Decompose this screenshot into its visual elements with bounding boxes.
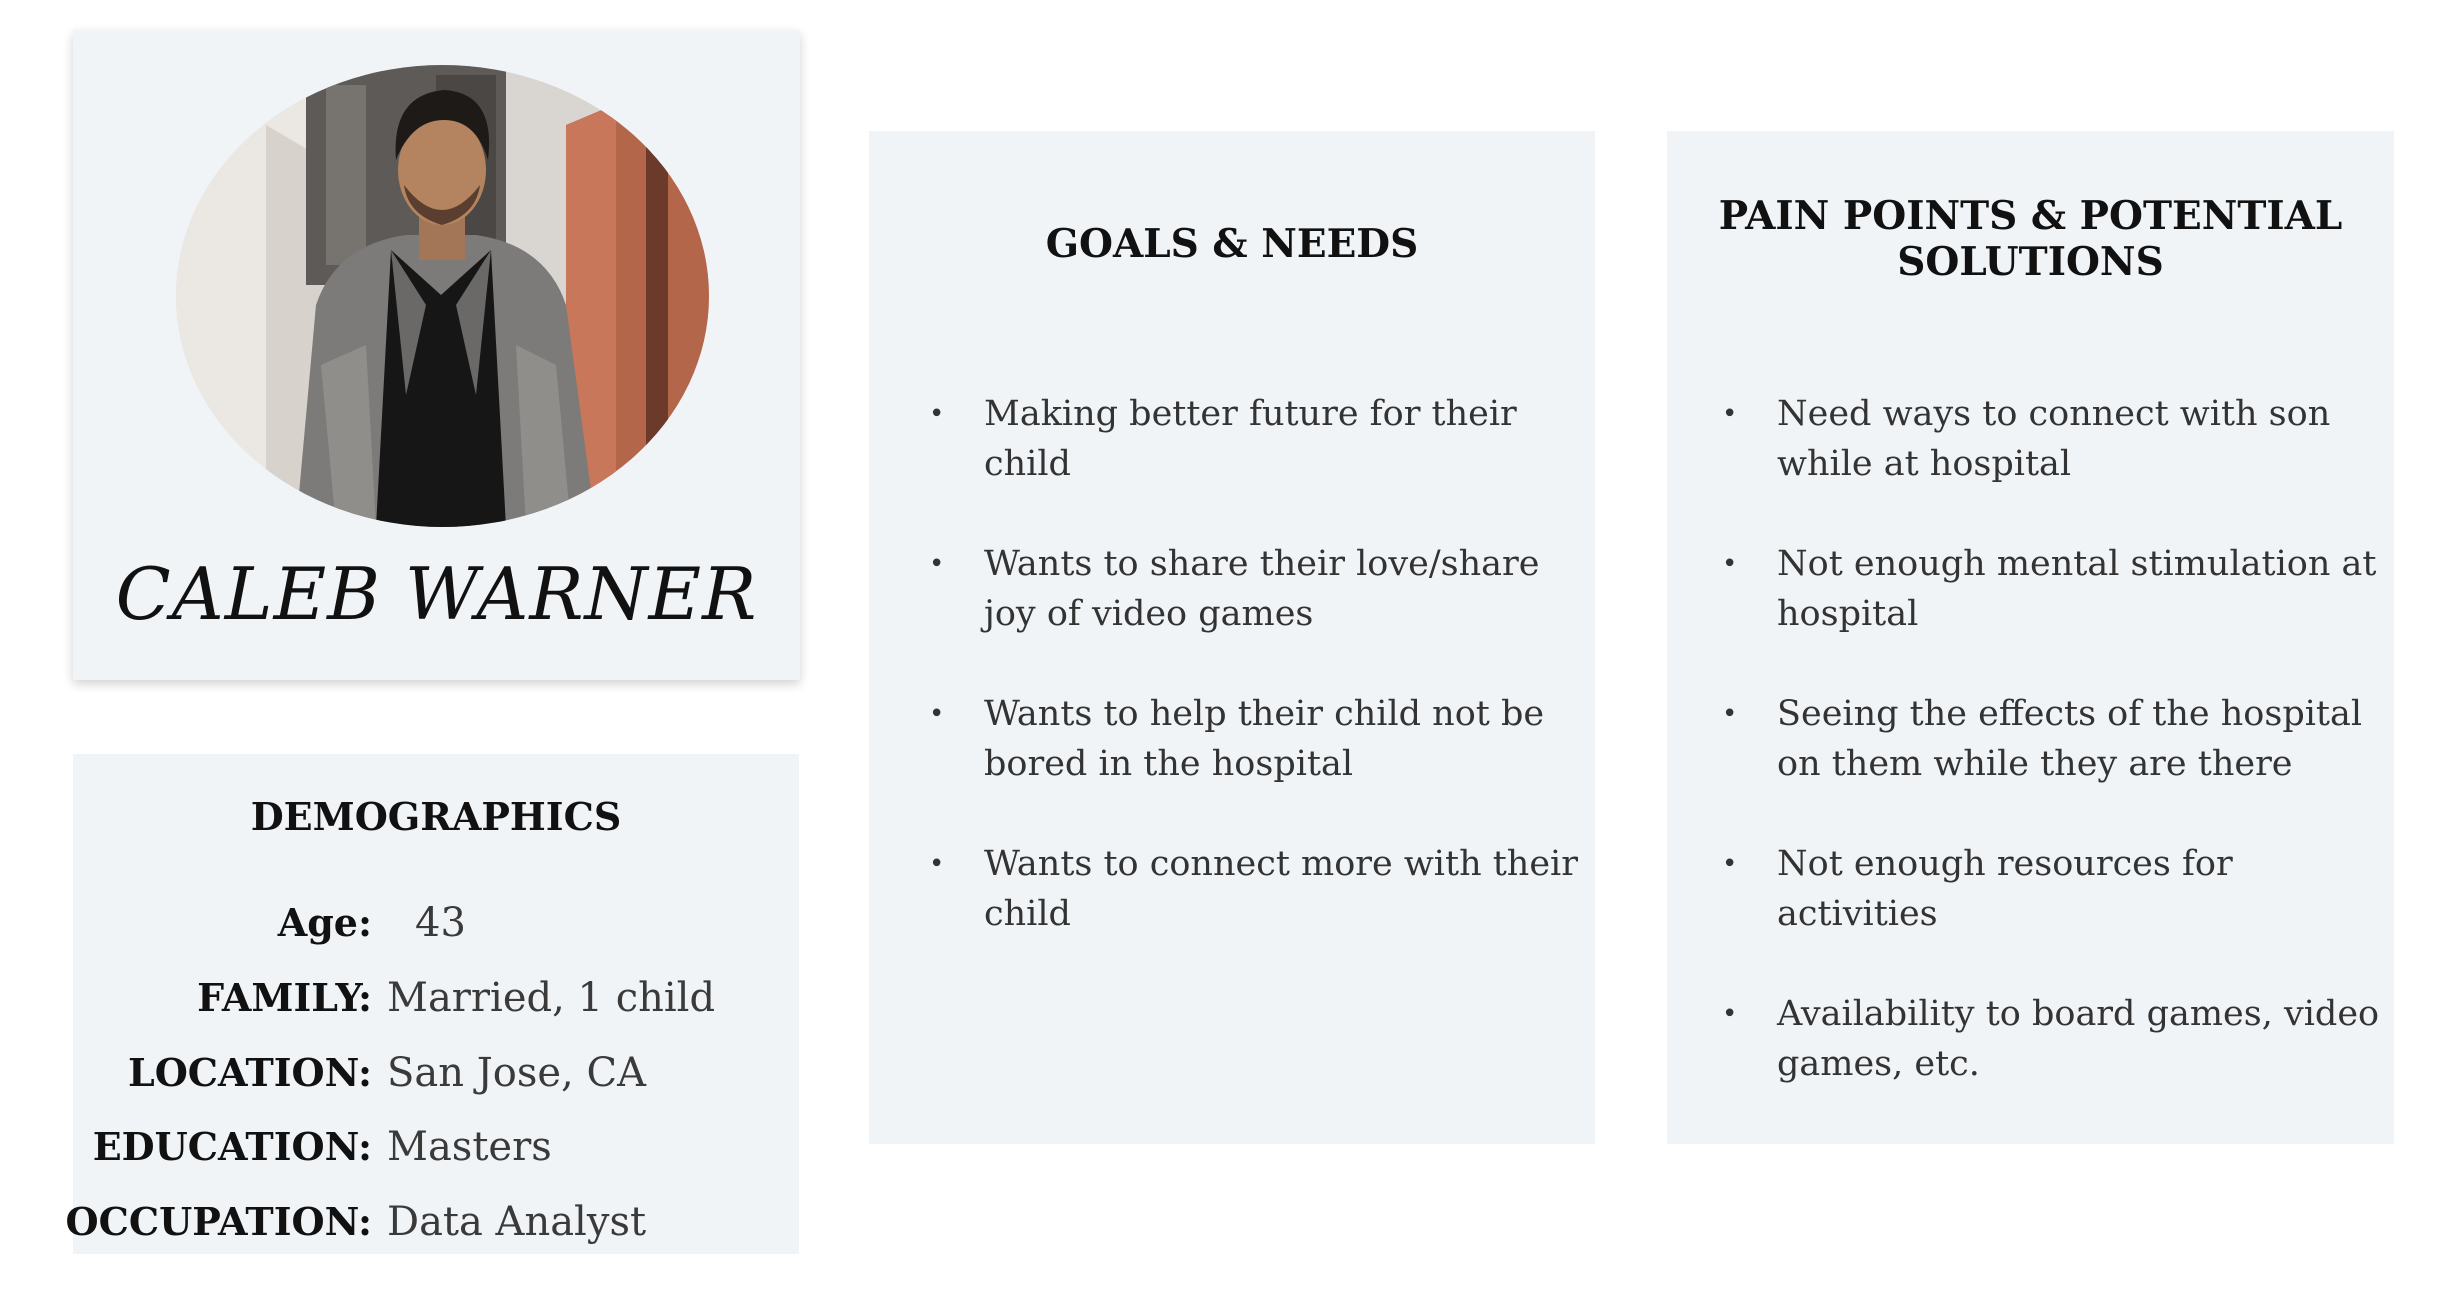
profile-card — [73, 30, 800, 680]
list-item — [1722, 539, 2382, 639]
goal-text: Wants to connect more with their child — [984, 844, 1578, 934]
list-item — [929, 539, 1589, 639]
avatar — [176, 65, 709, 527]
bullet-icon: • — [1722, 849, 1738, 879]
goal-text: Wants to help their child not be bored in the hospital — [984, 694, 1545, 784]
location-label: LOCATION: — [127, 1050, 372, 1095]
bullet-icon: • — [929, 849, 945, 879]
goal-text: Wants to share their love/share joy of video games — [984, 544, 1540, 634]
education-value: Masters — [387, 1124, 552, 1170]
pain-point-text: Not enough resources for activities — [1777, 844, 2233, 934]
pain-points-heading-line2: SOLUTIONS — [1897, 239, 2164, 285]
demographic-row-education — [73, 1124, 799, 1184]
goals-heading: GOALS & NEEDS — [1045, 221, 1419, 267]
goal-text: Making better future for their child — [984, 394, 1517, 484]
bullet-icon: • — [929, 549, 945, 579]
list-item — [1722, 689, 2382, 789]
bullet-icon: • — [1722, 549, 1738, 579]
pain-point-text: Need ways to connect with son while at hospital — [1777, 394, 2331, 484]
list-item — [929, 389, 1589, 489]
bullet-icon: • — [929, 399, 945, 429]
occupation-label: OCCUPATION: — [65, 1199, 372, 1244]
education-label: EDUCATION: — [92, 1124, 372, 1169]
demographic-row-family — [73, 975, 799, 1035]
age-value: 43 — [415, 900, 466, 946]
person-photo-icon — [176, 65, 709, 527]
demographic-row-occupation — [65, 1199, 799, 1259]
persona-name: CALEB WARNER — [115, 552, 758, 636]
list-item — [1722, 989, 2382, 1089]
demographic-row-location — [73, 1050, 799, 1110]
family-label: FAMILY: — [197, 975, 372, 1020]
pain-points-card — [1667, 131, 2394, 1144]
age-label: Age: — [277, 900, 372, 945]
pain-point-text: Seeing the effects of the hospital on them while they are there — [1777, 694, 2363, 784]
demographic-row-age — [73, 900, 799, 960]
list-item — [929, 839, 1589, 939]
pain-point-text: Not enough mental stimulation at hospital — [1777, 544, 2377, 634]
list-item — [1722, 839, 2382, 939]
demographics-heading: DEMOGRAPHICS — [250, 794, 622, 839]
goals-card — [869, 131, 1595, 1144]
pain-point-text: Availability to board games, video games, etc. — [1777, 994, 2380, 1084]
pain-points-heading-line1: PAIN POINTS & POTENTIAL — [1718, 193, 2343, 239]
pain-points-list — [1722, 389, 2382, 1139]
bullet-icon: • — [1722, 999, 1738, 1029]
list-item — [929, 689, 1589, 789]
bullet-icon: • — [1722, 399, 1738, 429]
demographics-card — [65, 754, 799, 1254]
family-value: Married, 1 child — [387, 975, 716, 1021]
goals-list — [929, 389, 1589, 989]
pain-points-heading — [1667, 193, 2394, 285]
occupation-value: Data Analyst — [387, 1199, 647, 1245]
bullet-icon: • — [929, 699, 945, 729]
bullet-icon: • — [1722, 699, 1738, 729]
location-value: San Jose, CA — [387, 1050, 646, 1096]
list-item — [1722, 389, 2382, 489]
